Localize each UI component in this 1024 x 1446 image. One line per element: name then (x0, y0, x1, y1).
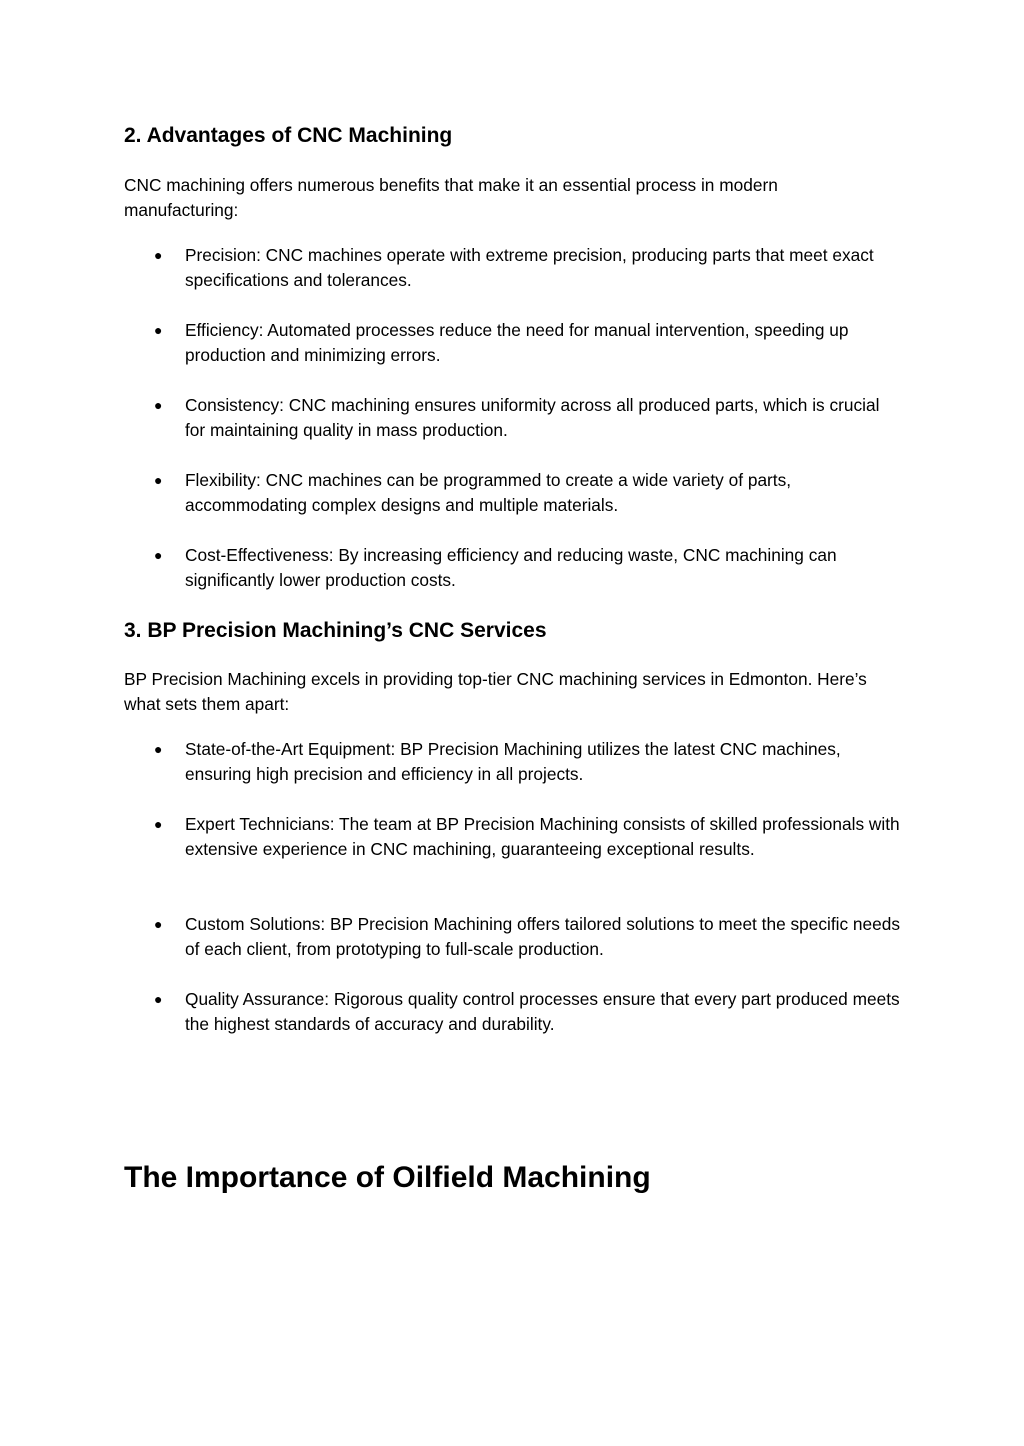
list-item-text: Custom Solutions: BP Precision Machining offers tailored solutions to meet the specific needs of each client, from prototyping to full-scale production. (185, 914, 900, 959)
list-item-text: Efficiency: Automated processes reduce the need for manual intervention, speeding up production and minimizing errors. (185, 320, 849, 365)
list-item-text: Cost-Effectiveness: By increasing efficiency and reducing waste, CNC machining can significantly lower production costs. (185, 545, 837, 590)
list-item-text: State-of-the-Art Equipment: BP Precision Machining utilizes the latest CNC machines, ensuring high precision and efficiency in all projects. (185, 739, 841, 784)
oilfield-heading: The Importance of Oilfield Machining (124, 1161, 651, 1194)
bullet-icon: ● (154, 547, 163, 563)
section-3-heading: 3. BP Precision Machining’s CNC Services (124, 619, 547, 642)
list-item-text: Consistency: CNC machining ensures uniformity across all produced parts, which is crucial for maintaining quality in mass production. (185, 395, 880, 440)
bullet-icon: ● (154, 322, 163, 338)
section-3-intro: BP Precision Machining excels in providing top-tier CNC machining services in Edmonton. Here’s what sets them apart: (124, 669, 867, 714)
list-item-text: Expert Technicians: The team at BP Precision Machining consists of skilled professionals with extensive experience in CNC machining, guaranteeing exceptional results. (185, 814, 900, 859)
bullet-icon: ● (154, 247, 163, 263)
bullet-icon: ● (154, 991, 163, 1007)
section-2-heading: 2. Advantages of CNC Machining (124, 124, 453, 147)
bullet-icon: ● (154, 472, 163, 488)
bullet-icon: ● (154, 816, 163, 832)
list-item-text: Flexibility: CNC machines can be programmed to create a wide variety of parts, accommodating complex designs and multiple materials. (185, 470, 792, 515)
bullet-icon: ● (154, 916, 163, 932)
section-2-intro: CNC machining offers numerous benefits that make it an essential process in modern manufacturing: (124, 175, 778, 220)
bullet-icon: ● (154, 397, 163, 413)
list-item-text: Precision: CNC machines operate with extreme precision, producing parts that meet exact specifications and tolerances. (185, 245, 874, 290)
bullet-icon: ● (154, 741, 163, 757)
list-item-text: Quality Assurance: Rigorous quality control processes ensure that every part produced meets the highest standards of accuracy and durability. (185, 989, 900, 1034)
